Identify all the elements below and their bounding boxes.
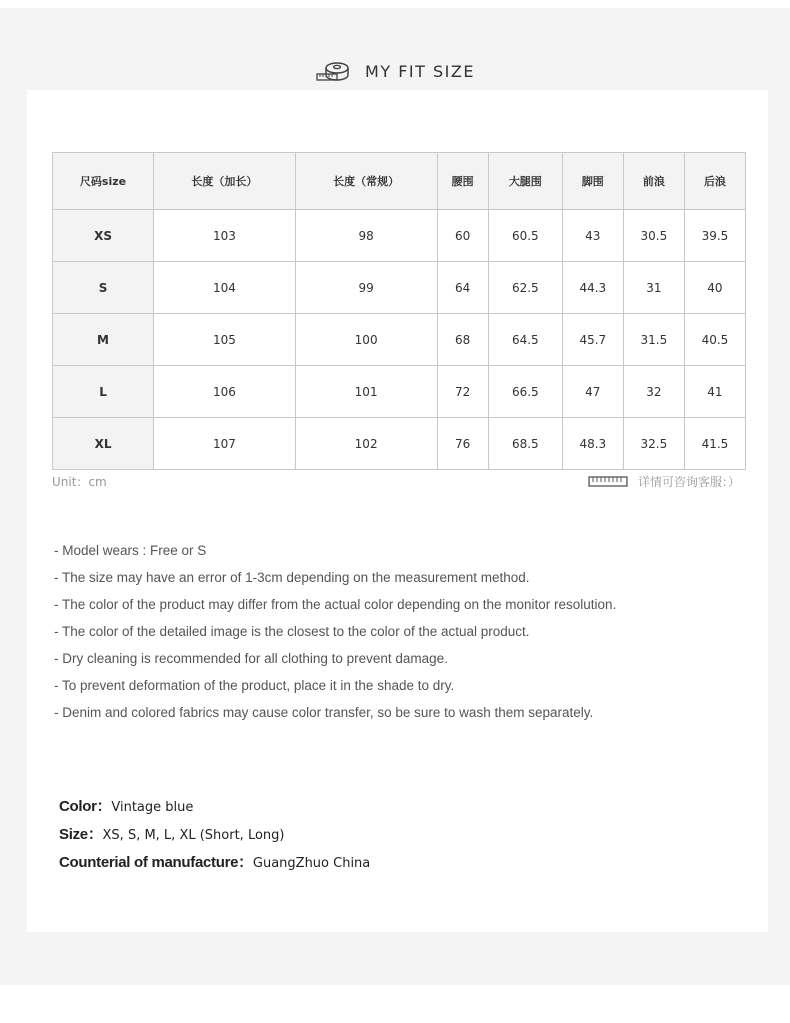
value-cell: 47: [562, 366, 623, 418]
value-cell: 68: [437, 314, 488, 366]
value-cell: 106: [154, 366, 296, 418]
value-cell: 100: [295, 314, 437, 366]
header-cell: 尺码size: [53, 153, 154, 210]
header-cell: 腰围: [437, 153, 488, 210]
value-cell: 105: [154, 314, 296, 366]
note-item: - The color of the detailed image is the closest to the color of the actual product.: [54, 624, 530, 639]
info-row: [59, 849, 370, 877]
content-card: [27, 90, 768, 932]
value-cell: 66.5: [488, 366, 562, 418]
value-cell: 39.5: [684, 210, 745, 262]
title-text: MY FIT SIZE: [365, 61, 475, 81]
value-cell: 43: [562, 210, 623, 262]
notes-list: [54, 537, 616, 726]
value-cell: 107: [154, 418, 296, 470]
value-cell: 41.5: [684, 418, 745, 470]
value-cell: 48.3: [562, 418, 623, 470]
value-cell: 64: [437, 262, 488, 314]
info-value: XS, S, M, L, XL (Short, Long): [102, 828, 285, 843]
note-item: - Model wears : Free or S: [54, 543, 207, 558]
table-row: [53, 418, 746, 470]
consult-note: [588, 473, 740, 490]
value-cell: 31: [623, 262, 684, 314]
value-cell: 76: [437, 418, 488, 470]
size-table: [52, 152, 746, 470]
value-cell: 64.5: [488, 314, 562, 366]
value-cell: 40: [684, 262, 745, 314]
tape-measure-icon: [315, 60, 351, 82]
size-cell: M: [53, 314, 154, 366]
table-header-row: [53, 153, 746, 210]
note-item: - The color of the product may differ from the actual color depending on the monitor resolution.: [54, 597, 617, 612]
info-row: [59, 793, 370, 821]
table-row: [53, 262, 746, 314]
note-item: - The size may have an error of 1-3cm depending on the measurement method.: [54, 570, 530, 585]
value-cell: 98: [295, 210, 437, 262]
section-title: [0, 60, 790, 82]
value-cell: 104: [154, 262, 296, 314]
product-info: [59, 793, 370, 877]
value-cell: 68.5: [488, 418, 562, 470]
info-label: Counterial of manufacture：: [59, 854, 253, 871]
value-cell: 102: [295, 418, 437, 470]
table-row: [53, 314, 746, 366]
value-cell: 41: [684, 366, 745, 418]
note-item: - Dry cleaning is recommended for all clothing to prevent damage.: [54, 651, 448, 666]
value-cell: 62.5: [488, 262, 562, 314]
value-cell: 31.5: [623, 314, 684, 366]
table-row: [53, 366, 746, 418]
value-cell: 30.5: [623, 210, 684, 262]
value-cell: 44.3: [562, 262, 623, 314]
value-cell: 45.7: [562, 314, 623, 366]
header-cell: 长度（常规）: [295, 153, 437, 210]
header-cell: 长度（加长）: [154, 153, 296, 210]
header-cell: 大腿围: [488, 153, 562, 210]
value-cell: 40.5: [684, 314, 745, 366]
note-item: - To prevent deformation of the product, place it in the shade to dry.: [54, 678, 455, 693]
info-label: Color：: [59, 798, 112, 815]
header-cell: 脚围: [562, 153, 623, 210]
value-cell: 60.5: [488, 210, 562, 262]
info-label: Size：: [59, 826, 103, 843]
size-cell: S: [53, 262, 154, 314]
header-cell: 后浪: [684, 153, 745, 210]
size-cell: XS: [53, 210, 154, 262]
value-cell: 60: [437, 210, 488, 262]
consult-text: 详情可咨询客服：）: [637, 475, 740, 489]
header-cell: 前浪: [623, 153, 684, 210]
value-cell: 32.5: [623, 418, 684, 470]
size-cell: L: [53, 366, 154, 418]
table-row: [53, 210, 746, 262]
info-row: [59, 821, 370, 849]
value-cell: 32: [623, 366, 684, 418]
info-value: GuangZhuo China: [252, 856, 371, 871]
value-cell: 99: [295, 262, 437, 314]
value-cell: 72: [437, 366, 488, 418]
size-cell: XL: [53, 418, 154, 470]
value-cell: 103: [154, 210, 296, 262]
note-item: - Denim and colored fabrics may cause color transfer, so be sure to wash them separately.: [54, 705, 594, 720]
info-value: Vintage blue: [111, 800, 194, 815]
ruler-icon: [588, 476, 628, 487]
value-cell: 101: [295, 366, 437, 418]
unit-label: Unit：cm: [52, 475, 107, 489]
